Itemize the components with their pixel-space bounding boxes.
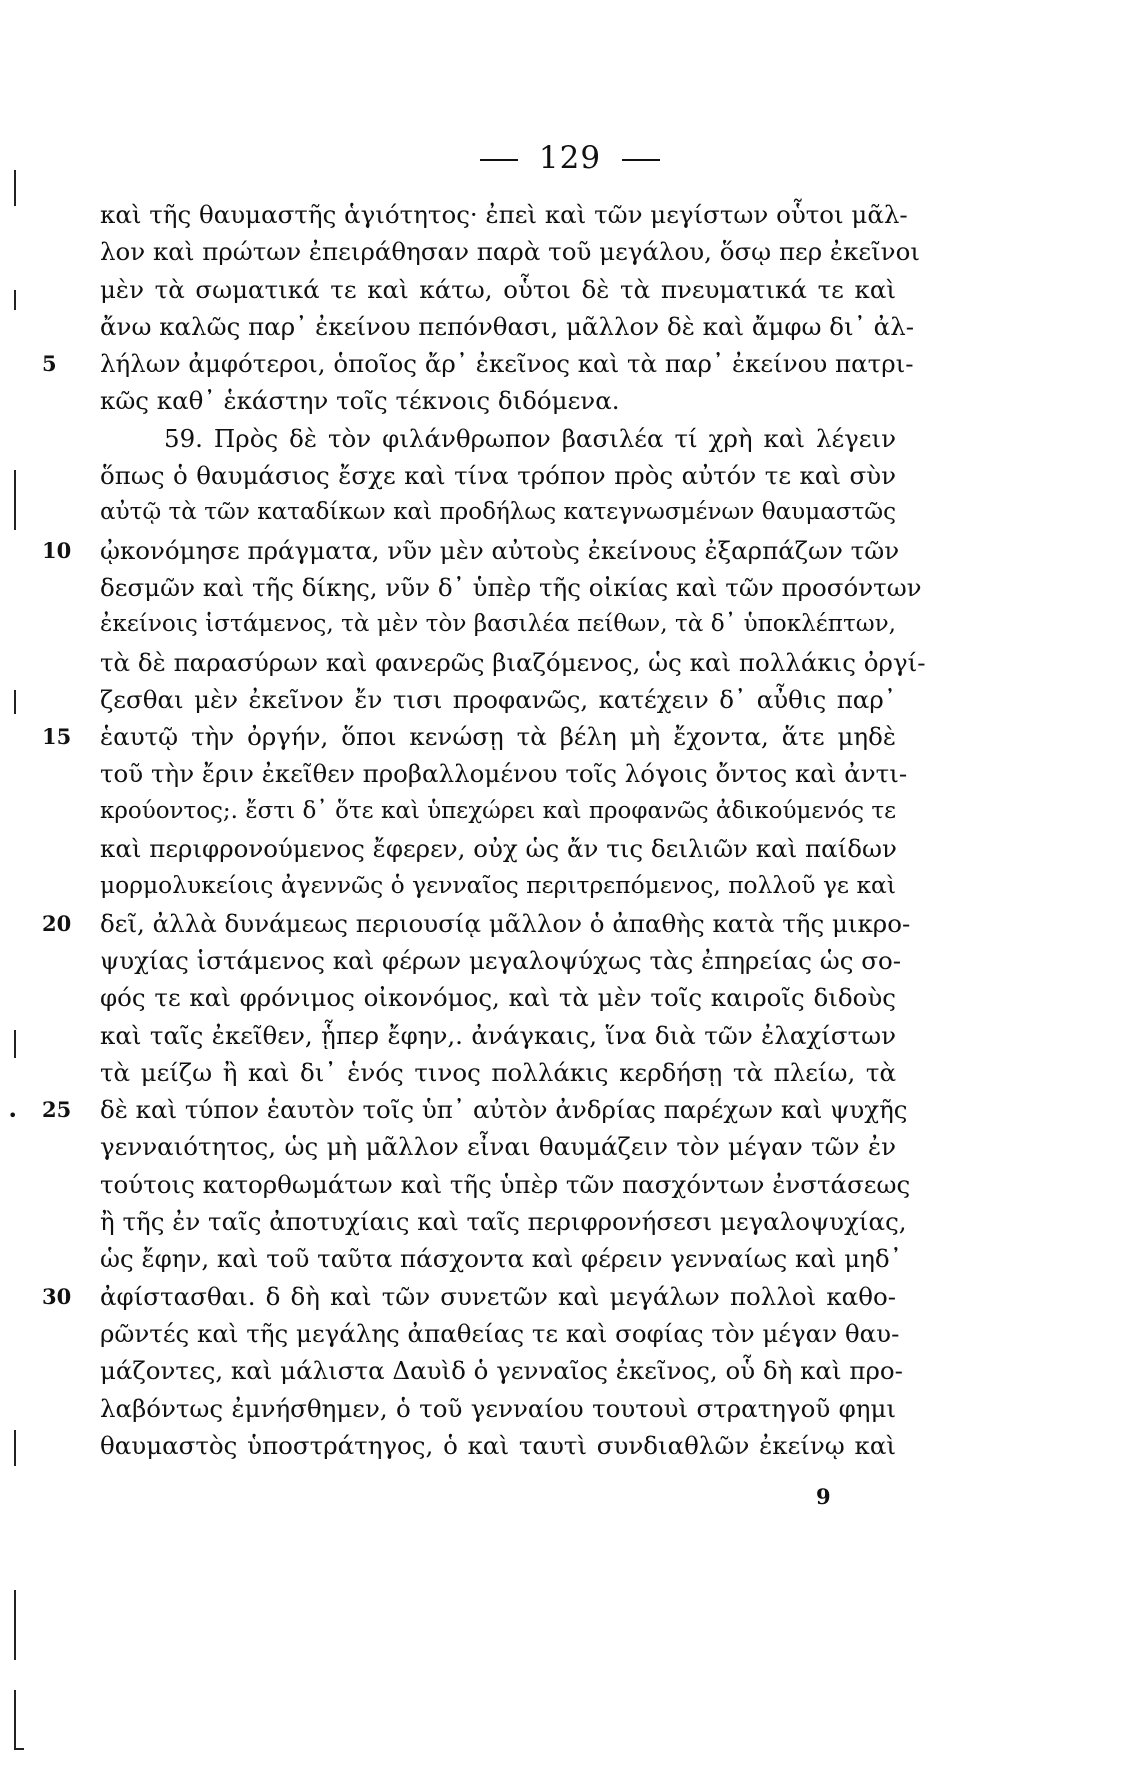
text-line	[100, 1054, 896, 1091]
line-text: λήλων ἀμφότεροι, ὁποῖος ἄρ᾽ ἐκεῖνος καὶ τὰ παρ᾽ ἐκείνου πατρι-	[100, 349, 914, 379]
page-header	[0, 140, 1140, 176]
line-text: καὶ περιφρονούμενος ἔφερεν, οὐχ ὡς ἄν τις δειλιῶν καὶ παίδων	[100, 834, 897, 864]
text-line	[100, 1017, 896, 1054]
line-text: ἑαυτῷ τὴν ὀργήν, ὅποι κενώσῃ τὰ βέλη μὴ ἔχοντα, ἅτε μηδὲ	[100, 722, 896, 752]
line-text: δεσμῶν καὶ τῆς δίκης, νῦν δ᾽ ὑπὲρ τῆς οἰκίας καὶ τῶν προσόντων	[100, 572, 922, 602]
line-text: καὶ ταῖς ἐκεῖθεν, ᾗπερ ἔφην,. ἀνάγκαις, ἵνα διὰ τῶν ἐλαχίστων	[100, 1020, 896, 1050]
line-number: 5	[42, 351, 57, 377]
text-line	[100, 867, 896, 904]
line-text: δεῖ, ἀλλὰ δυνάμεως περιουσίᾳ μᾶλλον ὁ ἀπαθὴς κατὰ τῆς μικρο-	[100, 908, 911, 938]
text-line	[100, 233, 920, 270]
line-text: αὐτῷ τὰ τῶν καταδίκων καὶ προδήλως κατεγνωσμένων θαυμαστῶς	[100, 499, 896, 526]
text-line	[100, 979, 896, 1016]
line-text: λαβόντως ἐμνήσθημεν, ὁ τοῦ γενναίου τουτουὶ στρατηγοῦ φημι	[100, 1393, 896, 1423]
line-number: 25	[42, 1097, 72, 1123]
margin-artifact	[14, 1430, 16, 1466]
signature-mark: 9	[816, 1484, 831, 1509]
margin-artifact	[14, 170, 16, 206]
margin-artifact	[14, 290, 16, 310]
text-line	[100, 1203, 907, 1240]
text-line	[100, 644, 926, 681]
margin-artifact	[14, 1030, 16, 1058]
text-line	[100, 1390, 896, 1427]
margin-artifact	[14, 1748, 24, 1750]
line-text: τὰ μείζω ἢ καὶ δι᾽ ἑνός τινος πολλάκις κερδήσῃ τὰ πλείω, τὰ	[100, 1057, 896, 1087]
line-number: 30	[42, 1283, 72, 1309]
text-line	[100, 942, 902, 979]
line-text: ὅπως ὁ θαυμάσιος ἔσχε καὶ τίνα τρόπον πρὸς αὐτόν τε καὶ σὺν	[100, 461, 896, 491]
line-number: 20	[42, 910, 72, 936]
text-line	[100, 1352, 903, 1389]
text-line	[100, 420, 896, 457]
line-text: θαυμαστὸς ὑποστράτηγος, ὁ καὶ ταυτὶ συνδιαθλῶν ἐκείνῳ καὶ	[100, 1430, 896, 1460]
text-line	[42, 345, 914, 382]
page-number: 129	[538, 140, 602, 176]
line-text: ἀφίστασθαι. δ δὴ καὶ τῶν συνετῶν καὶ μεγάλων πολλοὶ καθο-	[100, 1281, 896, 1311]
text-line	[100, 1315, 900, 1352]
line-text: καὶ τῆς θαυμαστῆς ἁγιότητος· ἐπεὶ καὶ τῶν μεγίστων οὗτοι μᾶλ-	[100, 200, 908, 229]
text-line	[100, 382, 896, 419]
text-body	[42, 196, 926, 1464]
margin-artifact	[14, 1590, 16, 1660]
text-line	[42, 1278, 896, 1315]
line-text: ψυχίας ἱστάμενος καὶ φέρων μεγαλοψύχως τὰς ἐπηρείας ὡς σο-	[100, 945, 902, 975]
line-text: φός τε καὶ φρόνιμος οἰκονόμος, καὶ τὰ μὲν τοῖς καιροῖς διδοὺς	[100, 983, 896, 1013]
text-line	[42, 532, 900, 569]
line-text: μάζοντες, καὶ μάλιστα Δαυὶδ ὁ γενναῖος ἐκεῖνος, οὗ δὴ καὶ προ-	[100, 1356, 903, 1386]
text-line	[100, 1240, 902, 1277]
text-line	[42, 1091, 908, 1128]
line-text: 59. Πρὸς δὲ τὸν φιλάνθρωπον βασιλέα τί χρὴ καὶ λέγειν	[164, 423, 896, 453]
line-text: τοῦ τὴν ἔριν ἐκεῖθεν προβαλλομένου τοῖς λόγοις ὄντος καὶ ἀντι-	[100, 759, 908, 789]
line-text: ᾠκονόμησε πράγματα, νῦν μὲν αὐτοὺς ἐκείνους ἐξαρπάζων τῶν	[100, 535, 900, 565]
text-line	[42, 905, 911, 942]
header-dash-left	[480, 159, 518, 161]
line-text: δὲ καὶ τύπον ἑαυτὸν τοῖς ὑπ᾽ αὐτὸν ἀνδρίας παρέχων καὶ ψυχῆς	[100, 1095, 908, 1125]
line-text: γενναιότητος, ὡς μὴ μᾶλλον εἶναι θαυμάζειν τὸν μέγαν τῶν ἐν	[100, 1132, 896, 1162]
line-number: 15	[42, 724, 72, 750]
text-line	[100, 830, 896, 867]
line-text: μορμολυκείοις ἀγεννῶς ὁ γενναῖος περιτρεπόμενος, πολλοῦ γε καὶ	[100, 871, 896, 900]
text-line	[100, 681, 896, 718]
line-text: ὡς ἔφην, καὶ τοῦ ταῦτα πάσχοντα καὶ φέρειν γενναίως καὶ μηδ᾽	[100, 1244, 902, 1274]
text-line	[100, 606, 896, 643]
line-text: λον καὶ πρώτων ἐπειράθησαν παρὰ τοῦ μεγάλου, ὅσῳ περ ἐκεῖνοι	[100, 237, 920, 267]
text-line	[100, 1128, 896, 1165]
line-text: κρούοντος;. ἔστι δ᾽ ὅτε καὶ ὑπεχώρει καὶ προφανῶς ἀδικούμενός τε	[100, 797, 896, 824]
line-text: ἐκείνοις ἱστάμενος, τὰ μὲν τὸν βασιλέα πείθων, τὰ δ᾽ ὑποκλέπτων,	[100, 611, 896, 638]
line-text: ζεσθαι μὲν ἐκεῖνον ἔν τισι προφανῶς, κατέχειν δ᾽ αὖθις παρ᾽	[100, 684, 896, 714]
text-line	[100, 755, 908, 792]
text-line	[100, 196, 908, 233]
line-text: κῶς καθ᾽ ἑκάστην τοῖς τέκνοις διδόμενα.	[100, 386, 620, 416]
line-text: ἢ τῆς ἐν ταῖς ἀποτυχίαις καὶ ταῖς περιφρονήσεσι μεγαλοψυχίας,	[100, 1207, 907, 1237]
text-line	[100, 569, 922, 606]
text-line	[100, 457, 896, 494]
line-number: 10	[42, 537, 72, 563]
text-line	[100, 793, 896, 830]
text-line	[42, 718, 896, 755]
margin-bullet: •	[8, 1106, 18, 1125]
line-text: τούτοις κατορθωμάτων καὶ τῆς ὑπὲρ τῶν πασχόντων ἐνστάσεως	[100, 1169, 911, 1199]
line-text: μὲν τὰ σωματικά τε καὶ κάτω, οὗτοι δὲ τὰ πνευματικά τε καὶ	[100, 274, 896, 304]
margin-artifact	[14, 1690, 16, 1750]
margin-artifact	[14, 470, 16, 530]
header-dash-right	[622, 159, 660, 161]
margin-artifact	[14, 690, 16, 714]
text-line	[100, 1427, 896, 1464]
text-line	[100, 308, 915, 345]
line-text: τὰ δὲ παρασύρων καὶ φανερῶς βιαζόμενος, ὡς καὶ πολλάκις ὀργί-	[100, 647, 926, 677]
text-line	[100, 271, 896, 308]
text-line	[100, 1166, 911, 1203]
line-text: ρῶντές καὶ τῆς μεγάλης ἀπαθείας τε καὶ σοφίας τὸν μέγαν θαυ-	[100, 1318, 900, 1348]
line-text: ἄνω καλῶς παρ᾽ ἐκείνου πεπόνθασι, μᾶλλον δὲ καὶ ἄμφω δι᾽ ἀλ-	[100, 311, 915, 341]
text-line	[100, 494, 896, 531]
